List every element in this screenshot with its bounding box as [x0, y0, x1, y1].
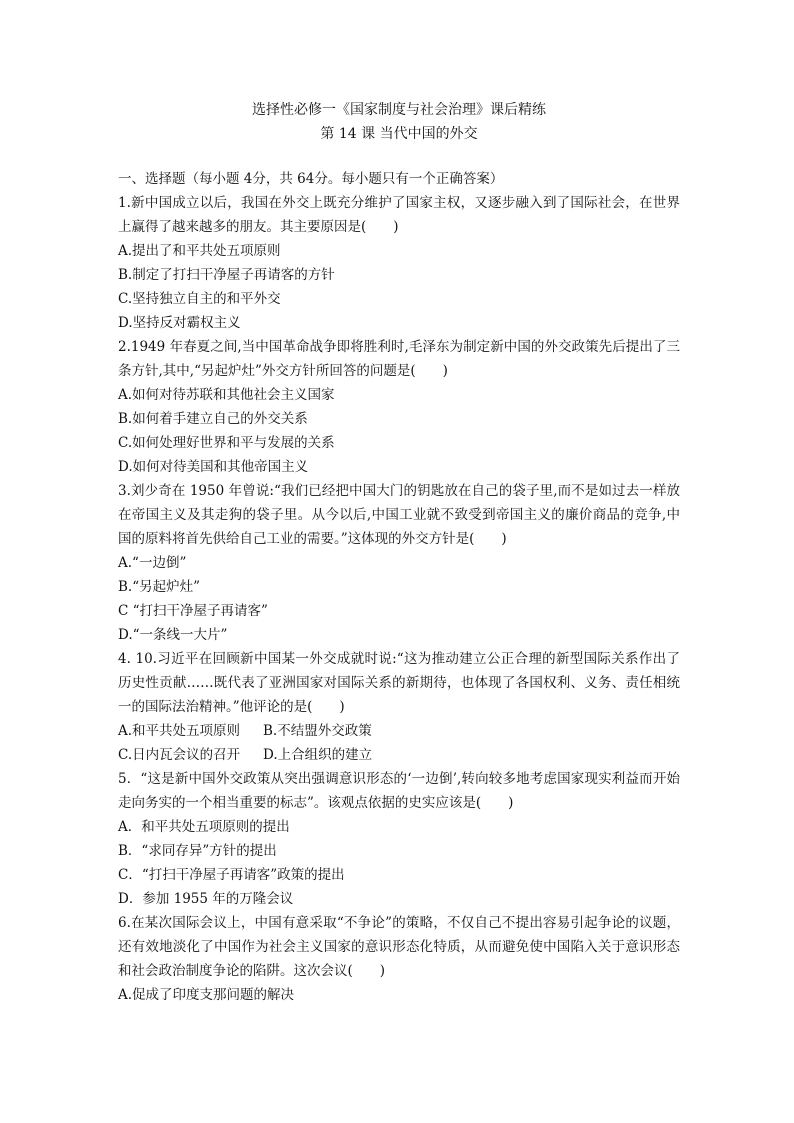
- document-title-block: [118, 98, 680, 146]
- option-d: D.上合组织的建立: [263, 747, 373, 763]
- section-heading: 一、选择题（每小题 4分，共 64分。每小题只有一个正确答案）: [118, 171, 504, 187]
- document-page: [118, 98, 680, 1007]
- option-row: [118, 719, 680, 743]
- question-stem: 3.刘少奇在 1950 年曾说:“我们已经把中国大门的钥匙放在自己的袋子里,而不是如过去一样放在帝国主义及其走狗的袋子里。从今以后,中国工业就不致受到帝国主义的廉价商品的竞争,中国的原料将首先供给自己工业的需要。”这体现的外交方针是( ): [118, 483, 680, 547]
- question-stem: 5．“这是新中国外交政策从突出强调意识形态的‘一边倒’,转向较多地考虑国家现实利益而开始走向务实的一个相当重要的标志”。该观点依据的史实应该是( ): [118, 771, 680, 811]
- question-stem: 4. 10.习近平在回顾新中国某一外交成就时说:“这为推动建立公正合理的新型国际关系作出了历史性贡献……既代表了亚洲国家对国际关系的新期待，也体现了各国权利、义务、责任相统一的国际法治精神。”他评论的是( ): [118, 651, 680, 715]
- option-row: [118, 743, 680, 767]
- option-c: C “打扫干净屋子再请客”: [118, 603, 268, 619]
- question-3: [118, 479, 680, 647]
- question-1: [118, 191, 680, 335]
- option-a: A．和平共处五项原则的提出: [118, 819, 290, 835]
- lesson-subtitle: 第 14 课 当代中国的外交: [320, 126, 478, 142]
- option-b: B.如何着手建立自己的外交关系: [118, 411, 308, 427]
- option-c: C.如何处理好世界和平与发展的关系: [118, 435, 335, 451]
- option-d: D.坚持反对霸权主义: [118, 315, 241, 331]
- option-a: A.如何对待苏联和其他社会主义国家: [118, 387, 335, 403]
- option-d: D．参加 1955 年的万隆会议: [118, 891, 294, 907]
- option-d: D.如何对待美国和其他帝国主义: [118, 459, 309, 475]
- question-2: [118, 335, 680, 479]
- option-b: B.制定了打扫干净屋子再请客的方针: [118, 267, 335, 283]
- option-a: A.提出了和平共处五项原则: [118, 243, 281, 259]
- question-stem: 6.在某次国际会议上，中国有意采取“不争论”的策略，不仅自己不提出容易引起争论的议题，还有效地淡化了中国作为社会主义国家的意识形态化特质，从而避免使中国陷入关于意识形态和社会政治制度争论的陷阱。这次会议( ): [118, 915, 680, 979]
- option-a: A.和平共处五项原则: [118, 723, 241, 739]
- question-stem: 2.1949 年春夏之间,当中国革命战争即将胜利时,毛泽东为制定新中国的外交政策先后提出了三条方针,其中,“另起炉灶”外交方针所回答的问题是( ): [118, 339, 680, 379]
- option-a: A.促成了印度支那问题的解决: [118, 987, 295, 1003]
- option-c: C.坚持独立自主的和平外交: [118, 291, 281, 307]
- question-6: [118, 911, 680, 1007]
- document-title: 选择性必修一《国家制度与社会治理》课后精练: [252, 102, 546, 118]
- option-c: C．“打扫干净屋子再请客”政策的提出: [118, 867, 345, 883]
- question-4: [118, 647, 680, 767]
- option-b: B.“另起炉灶”: [118, 579, 201, 595]
- option-d: D.“一条线一大片”: [118, 627, 228, 643]
- option-a: A.“一边倒”: [118, 555, 187, 571]
- option-b: B.不结盟外交政策: [263, 723, 372, 739]
- question-stem: 1.新中国成立以后，我国在外交上既充分维护了国家主权，又逐步融入到了国际社会，在世界上赢得了越来越多的朋友。其主要原因是( ): [118, 195, 680, 235]
- option-c: C.日内瓦会议的召开: [118, 747, 241, 763]
- question-5: [118, 767, 680, 911]
- option-b: B．“求同存异”方针的提出: [118, 843, 277, 859]
